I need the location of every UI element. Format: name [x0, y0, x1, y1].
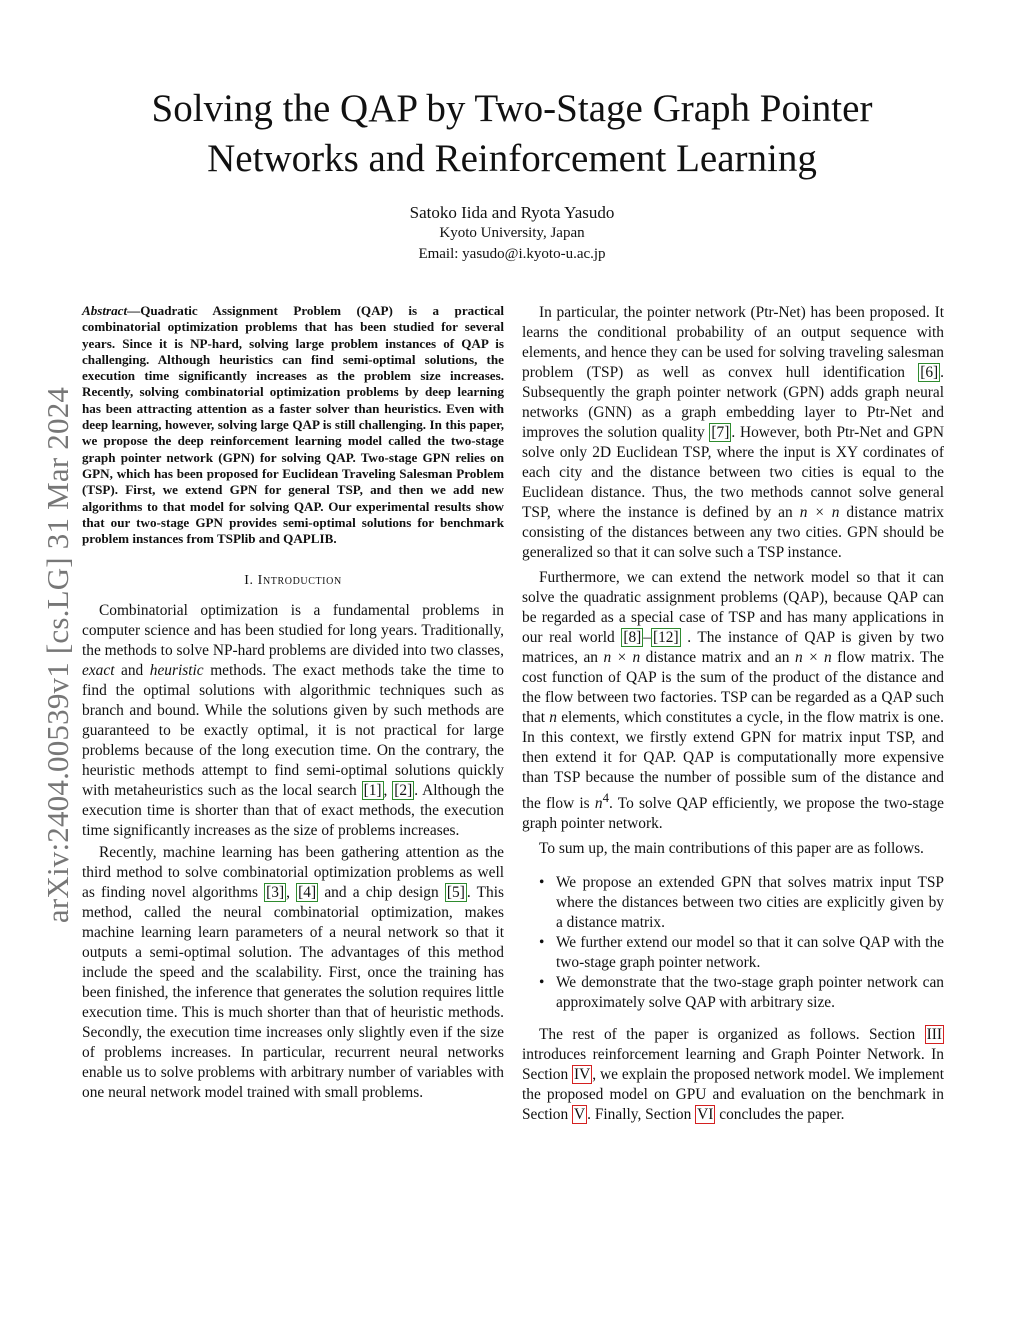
text-run: and a chip design: [318, 884, 445, 902]
text-run: introduces reinforcement learning and Graph Pointer Network. In Section: [522, 1046, 944, 1084]
section-link[interactable]: VI: [697, 1106, 714, 1124]
abstract: [82, 303, 504, 547]
text-run: Recently, machine learning has been gathering attention as the third method to solve combinatorial optimization problems as well as finding novel algorithms: [82, 844, 504, 902]
text-run: In particular, the pointer network (Ptr-Net) has been proposed. It learns the conditional probability of an output sequence with elements, and hence they can be used for solving traveling salesman problem (TSP) as well as convex hull identification: [522, 304, 944, 381]
citation-link[interactable]: [12]: [652, 629, 679, 646]
right-paragraph-1: [522, 303, 944, 563]
contributions-list: [522, 873, 944, 1013]
text-run: ,: [383, 782, 393, 800]
text-run: . However, both Ptr-Net and GPN solve only 2D Euclidean TSP, where the input is XY cordinates of each city and the distance between two cities is equal to the Euclidean distance. Thus, the two methods cannot solve general TSP, where the instance is defined by an: [522, 424, 944, 521]
title-line-2: Networks and Reinforcement Learning: [207, 137, 817, 180]
emphasis-heuristic: heuristic: [149, 662, 204, 680]
text-run: Furthermore, we can extend the network model so that it can solve the quadratic assignment problems (QAP), because QAP can be regarded as a special case of TSP and has many applications in our real world: [522, 569, 944, 646]
text-run: . Although the execution time is shorter than that of exact methods, the execution time significantly increases as the size of problems increases.: [82, 782, 504, 840]
right-column: [522, 303, 944, 1125]
intro-paragraph-1: [82, 601, 504, 841]
email: Email: yasudo@i.kyoto-u.ac.jp: [418, 246, 606, 262]
abstract-label: Abstract: [82, 303, 128, 318]
math-n-by-n: n × n: [603, 649, 641, 666]
affiliation: Kyoto University, Japan: [439, 225, 585, 241]
text-run: . The instance of QAP is given by two matrices, an: [522, 629, 944, 666]
intro-paragraph-2: [82, 843, 504, 1103]
introduction-body: [82, 601, 504, 1103]
citation-link[interactable]: [5]: [446, 884, 465, 902]
arxiv-identifier-text: arXiv:2404.00539v1 [cs.LG] 31 Mar 2024: [40, 386, 75, 924]
text-run: elements, which constitutes a cycle, in the flow matrix is one. In this context, we firstly extend GPN for matrix input TSP, and then extend it for QAP. QAP is computationally more expensive than TSP because the number of possible sum of the distance and the flow is: [522, 709, 944, 813]
section-link[interactable]: IV: [574, 1066, 591, 1084]
text-run: methods. The exact methods take the time to find the optimal solutions with algorithmic techniques such as branch and bound. While the solutions given by such methods are guaranteed to be exactly optimal, it is not practical for large problems because of the long execution time. On the contrary, the heuristic methods attempt to find semi-optimal solutions quickly with metaheuristics such as the local search: [82, 662, 505, 800]
section-link[interactable]: III: [926, 1026, 942, 1044]
text-run: distance matrix consisting of the distances between any two cities. GPN should be generalized so that it can solve such a TSP instance.: [522, 504, 945, 561]
section-link[interactable]: V: [574, 1106, 586, 1124]
text-run: and: [114, 662, 150, 680]
author-block: [80, 202, 944, 265]
text-run: flow matrix. The cost function of QAP is the sum of the product of the distance and the flow between two factories. TSP can be regarded as a QAP such that: [522, 649, 944, 726]
list-item: • We further extend our model so that it can solve QAP with the two-stage graph pointer network.: [522, 933, 944, 973]
math-n-by-n: n × n: [794, 649, 832, 666]
list-item: • We propose an extended GPN that solves matrix input TSP where the distances between two cities are explicitly given by a distance matrix.: [522, 873, 944, 933]
left-column: [82, 303, 504, 1103]
text-run: , we explain the proposed network model. We implement the proposed model on GPU and evaluation on the benchmark in Section: [522, 1066, 944, 1124]
abstract-body: —Quadratic Assignment Problem (QAP) is a practical combinatorial optimization problems that has been studied for several years. Since it is NP-hard, solving large problem instances of QAP is challenging. Although heuristics can find semi-optimal solutions, the execution time significantly increases as the problem size increases. Recently, solving combinatorial optimization problems by deep learning has been attracting attention as a faster solver than heuristics. Even with deep learning, however, solving large QAP is still challenging. In this paper, we propose the deep reinforcement learning model called the two-stage graph pointer network (GPN) for solving QAP. Two-stage GPN relies on GPN, which has been proposed for Euclidean Traveling Salesman Problem (TSP). First, we extend GPN for general TSP, and then we add new algorithms to that model for solving QAP. Our experimental results show that our two-stage GPN provides semi-optimal solutions for benchmark problem instances from TSPlib and QAPLIB.: [82, 303, 504, 547]
right-paragraph-2: [522, 568, 944, 834]
list-item: • We demonstrate that the two-stage graph pointer network can approximately solve QAP with arbitrary size.: [522, 973, 944, 1013]
citation-link[interactable]: [6]: [920, 364, 939, 381]
citation-link[interactable]: [2]: [394, 782, 413, 800]
citation-link[interactable]: [7]: [711, 424, 730, 441]
author-names: Satoko Iida and Ryota Yasudo: [409, 203, 615, 222]
text-run: . This method, called the neural combinatorial optimization, makes machine learning learn parameters of a neural network so that it outputs a semi-optimal solution. The advantages of this method include the speed and the scalability. First, once the training has been finished, the inference that generates the solution requires little execution time. This is much shorter than that of heuristic methods. Secondly, the execution time increases only slightly even if the size of problems increases. In particular, recurrent neural networks enable us to solve problems with arbitrary number of variables with one neural network model trained with small problems.: [82, 884, 504, 1102]
emphasis-exact: exact: [82, 662, 115, 680]
math-n-by-n: n × n: [799, 504, 840, 521]
title-line-1: Solving the QAP by Two-Stage Graph Pointer: [151, 87, 873, 130]
math-n: n: [549, 709, 557, 726]
right-paragraph-3: To sum up, the main contributions of this paper are as follows.: [539, 840, 924, 858]
text-run: The rest of the paper is organized as follows. Section: [539, 1026, 925, 1044]
citation-link[interactable]: [1]: [363, 782, 382, 800]
text-run: . Subsequently the graph pointer network (GPN) adds graph neural networks (GNN) as a graph embedding layer to Ptr-Net and improves the solution quality: [522, 364, 944, 441]
right-paragraph-4: [522, 1025, 944, 1125]
text-run: –: [643, 629, 651, 646]
text-run: . Finally, Section: [587, 1106, 696, 1124]
section-heading-introduction: I. Introduction: [244, 573, 342, 589]
math-exponent: 4: [602, 791, 609, 805]
text-run: ,: [286, 884, 297, 902]
math-n: n: [594, 795, 603, 813]
text-run: Combinatorial optimization is a fundamental problems in computer science and has been studied for long years. Traditionally, the methods to solve NP-hard problems are divided into two classes,: [82, 602, 504, 660]
text-run: concludes the paper.: [715, 1106, 845, 1124]
paper-title: [80, 84, 944, 184]
text-run: distance matrix and an: [640, 649, 795, 666]
citation-link[interactable]: [4]: [298, 884, 317, 902]
citation-link[interactable]: [3]: [266, 884, 285, 902]
text-run: . To solve QAP efficiently, we propose the two-stage graph pointer network.: [522, 795, 944, 833]
citation-link[interactable]: [8]: [623, 629, 642, 646]
arxiv-identifier: [28, 350, 88, 960]
